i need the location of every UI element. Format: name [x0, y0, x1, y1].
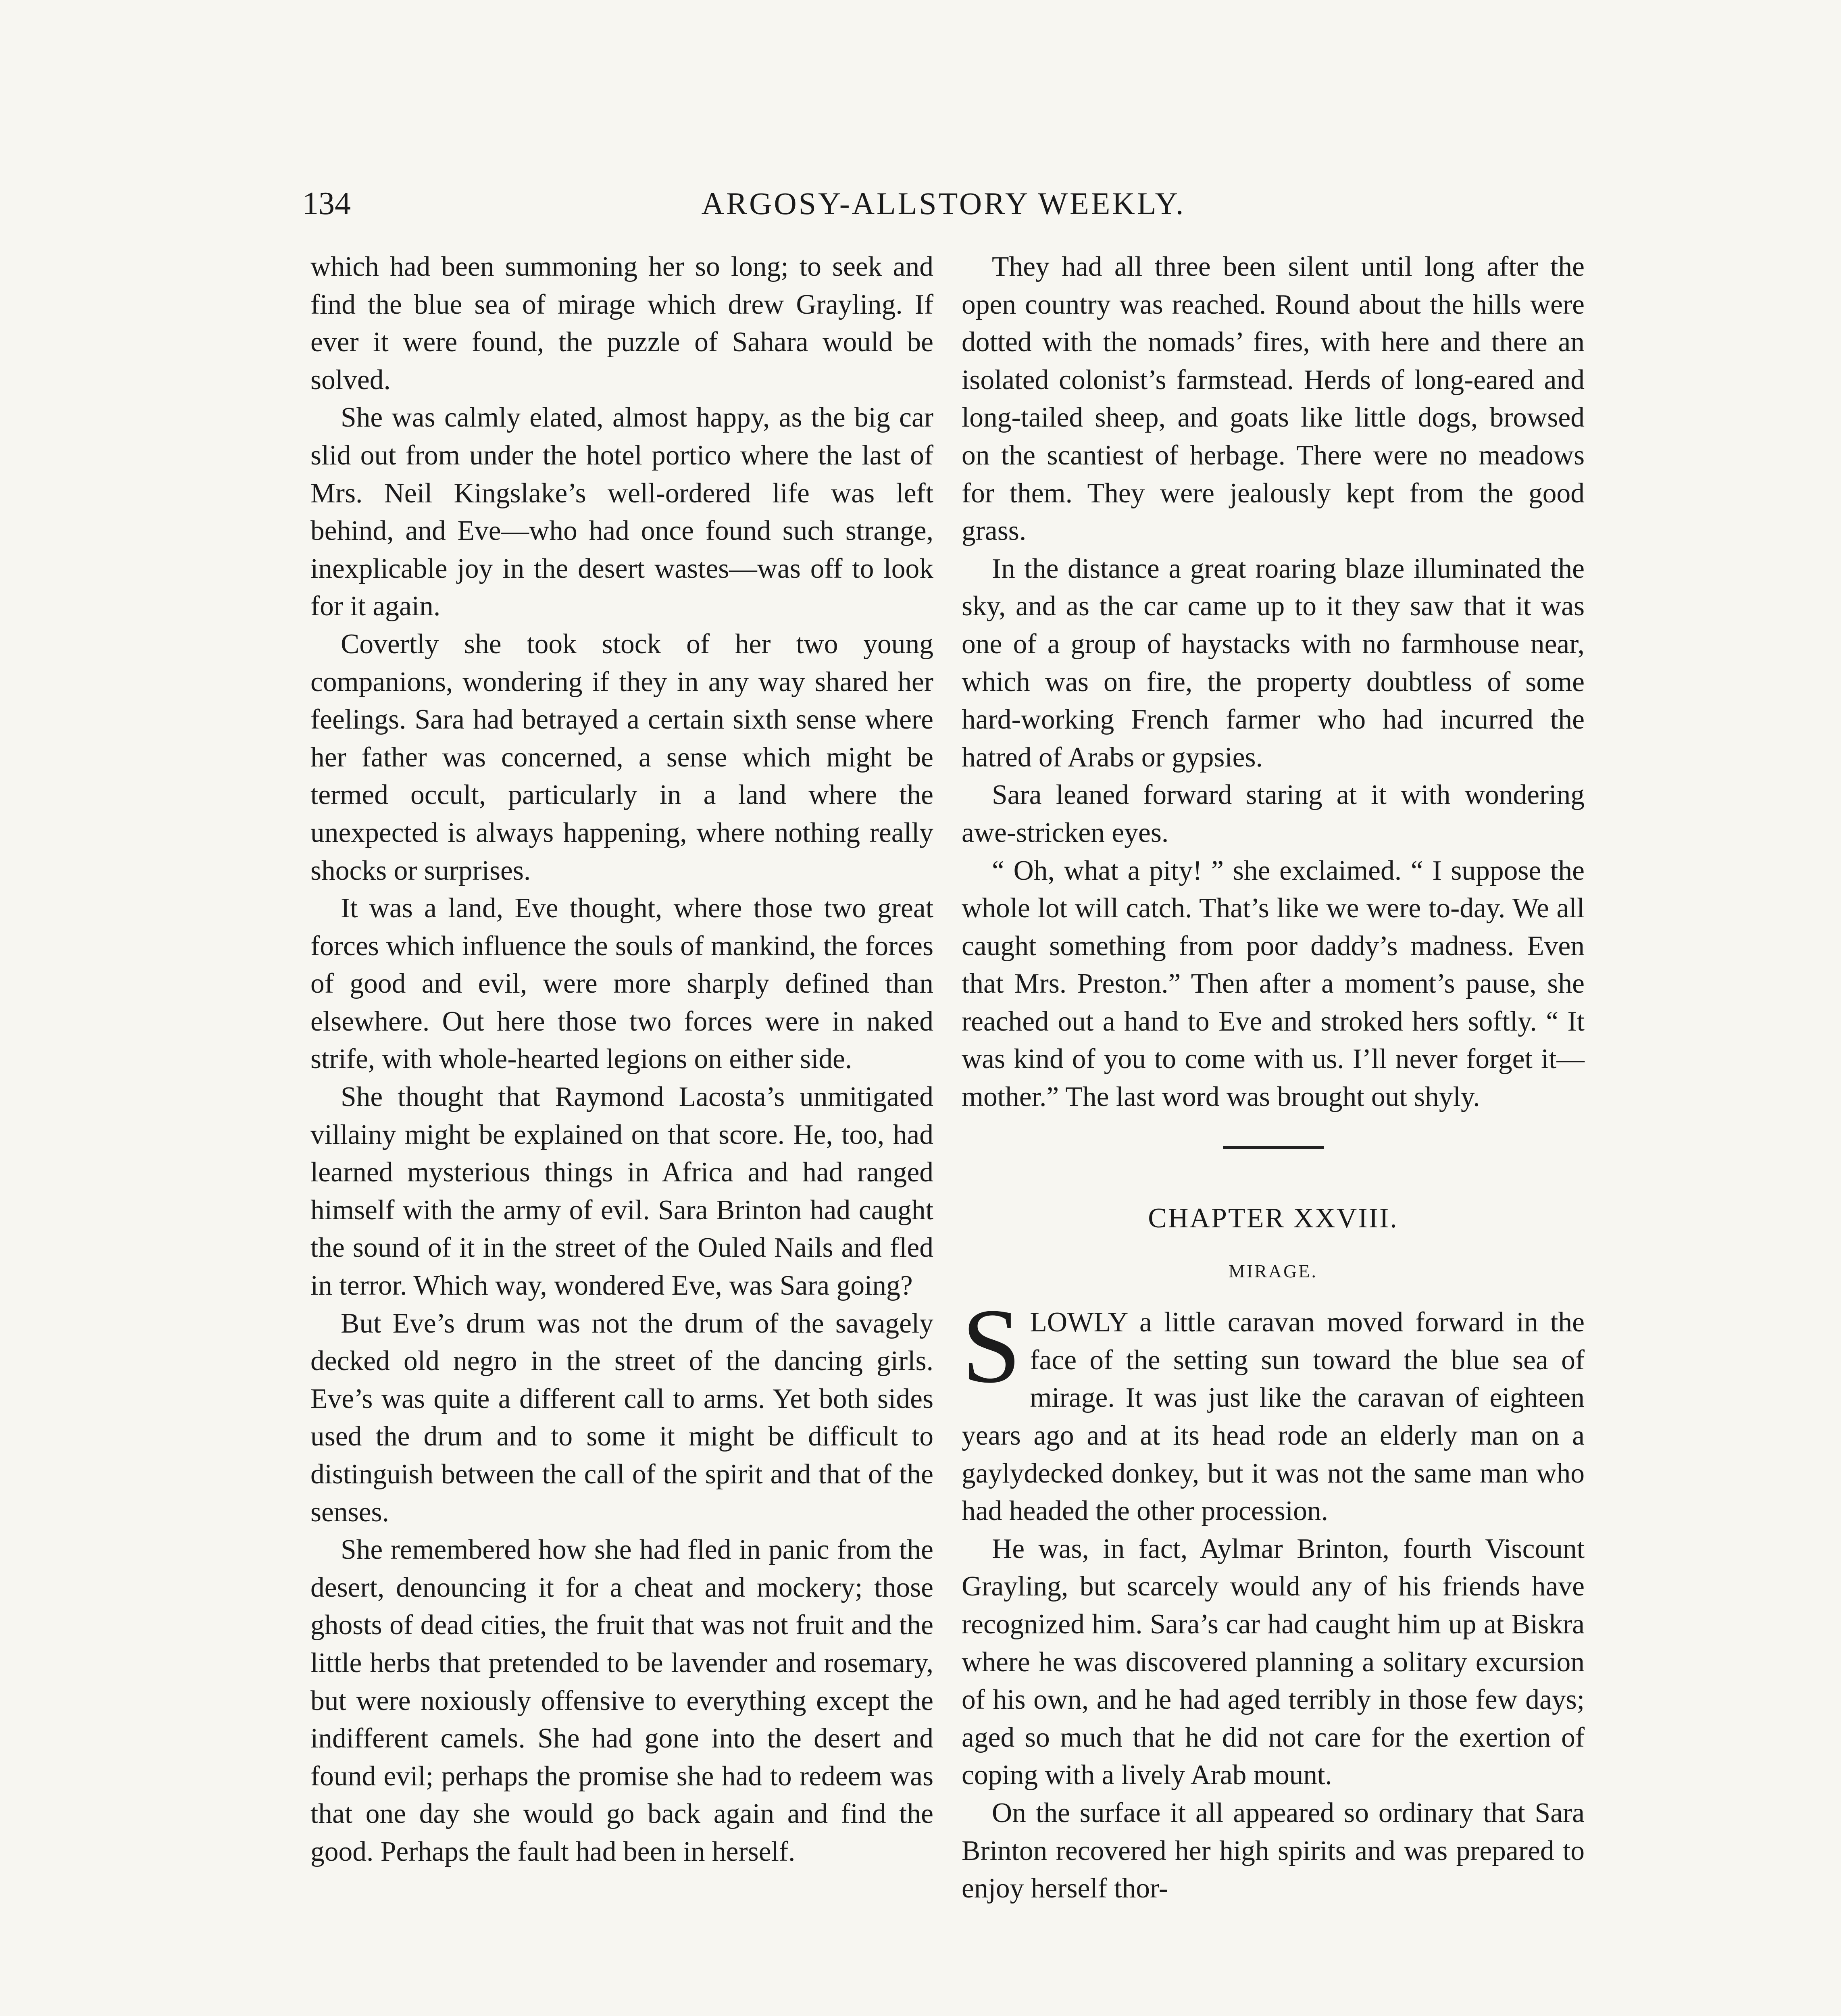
paragraph: Sara leaned forward staring at it with wondering awe-stricken eyes.: [962, 779, 1585, 848]
paragraph: Covertly she took stock of her two young companions, wondering if they in any way shared her feelings. Sara had betrayed a certain sixth sense where her father was concerned, a sense which might be termed occult, particularly in a land where the unexpected is always happening, where nothing really shocks or surprises.: [310, 628, 933, 886]
paragraph: “ Oh, what a pity! ” she exclaimed. “ I suppose the whole lot will catch. That’s like we were to-day. We all caught something from poor daddy’s madness. Even that Mrs. Preston.” Then after a moment’s pause, she reached out a hand to Eve and stroked hers softly. “ It was kind of you to come with us. I’ll never forget it—mother.” The last word was brought out shyly.: [962, 855, 1585, 1113]
running-head: ARGOSY-ALLSTORY WEEKLY.: [701, 186, 1186, 221]
paragraph: She remembered how she had fled in panic from the desert, denouncing it for a cheat and mockery; those ghosts of dead cities, the fruit that was not fruit and the little herbs that pretended to be lavender and rosemary, but were noxiously offensive to everything except the indifferent camels. She had gone into the desert and found evil; perhaps the promise she had to redeem was that one day she would go back again and find the good. Perhaps the fault had been in herself.: [310, 1534, 933, 1867]
section-divider: [1223, 1146, 1324, 1149]
paragraph: On the surface it all appeared so ordinary that Sara Brinton recovered her high spirits and was prepared to enjoy herself thor-: [962, 1797, 1585, 1904]
paragraph: But Eve’s drum was not the drum of the savagely decked old negro in the street of the dancing girls. Eve’s was quite a different call to arms. Yet both sides used the drum and to some it might be difficult to distinguish between the call of the spirit and that of the senses.: [310, 1308, 933, 1528]
left-column: [310, 248, 933, 1871]
paragraph: They had all three been silent until long after the open country was reached. Round about the hills were dotted with the nomads’ fires, with here and there an isolated colonist’s farmstead. Herds of long-eared and long-tailed sheep, and goats like little dogs, browsed on the scantiest of herbage. There were no meadows for them. They were jealously kept from the good grass.: [962, 251, 1585, 547]
paragraph: She was calmly elated, almost happy, as the big car slid out from under the hotel portico where the last of Mrs. Neil Kingslake’s well-ordered life was left behind, and Eve—who had once found such strange, inexplicable joy in the desert wastes—was off to look for it again.: [310, 402, 933, 622]
paragraph: which had been summoning her so long; to seek and find the blue sea of mirage which drew Grayling. If ever it were found, the puzzle of Sahara would be solved.: [310, 251, 933, 396]
paragraph: In the distance a great roaring blaze illuminated the sky, and as the car came up to it they saw that it was one of a group of haystacks with no farmhouse near, which was on fire, the property doubtless of some hard-working French farmer who had incurred the hatred of Arabs or gypsies.: [962, 553, 1585, 773]
paragraph: It was a land, Eve thought, where those two great forces which influence the souls of mankind, the forces of good and evil, were more sharply defined than elsewhere. Out here those two forces were in naked strife, with whole-hearted legions on either side.: [310, 893, 933, 1075]
paragraph: He was, in fact, Aylmar Brinton, fourth Viscount Grayling, but scarcely would any of his friends have recognized him. Sara’s car had caught him up at Biskra where he was discovered planning a solitary excursion of his own, and he had aged terribly in those few days; aged so much that he did not care for the exertion of coping with a lively Arab mount.: [962, 1533, 1585, 1791]
drop-cap: S: [962, 1287, 1021, 1406]
right-column: [962, 248, 1585, 1908]
chapter-opening-paragraph: [962, 1287, 1585, 1530]
page-number: 134: [302, 186, 351, 221]
chapter-opening-text: LOWLY a little caravan moved forward in the face of the setting sun toward the blue sea of mirage. It was just like the caravan of eighteen years ago and at its head rode an elderly man on a gaylydecked donkey, but it was not the same man who had headed the other procession.: [962, 1307, 1585, 1527]
page-header: [302, 181, 1585, 230]
chapter-title: CHAPTER XXVIII.: [1148, 1202, 1398, 1234]
paragraph: She thought that Raymond Lacosta’s unmitigated villainy might be explained on that score. He, too, had learned mysterious things in Africa and had ranged himself with the army of evil. Sara Brinton had caught the sound of it in the street of the Ouled Nails and fled in terror. Which way, wondered Eve, was Sara going?: [310, 1081, 933, 1302]
chapter-subtitle: MIRAGE.: [1229, 1261, 1318, 1282]
